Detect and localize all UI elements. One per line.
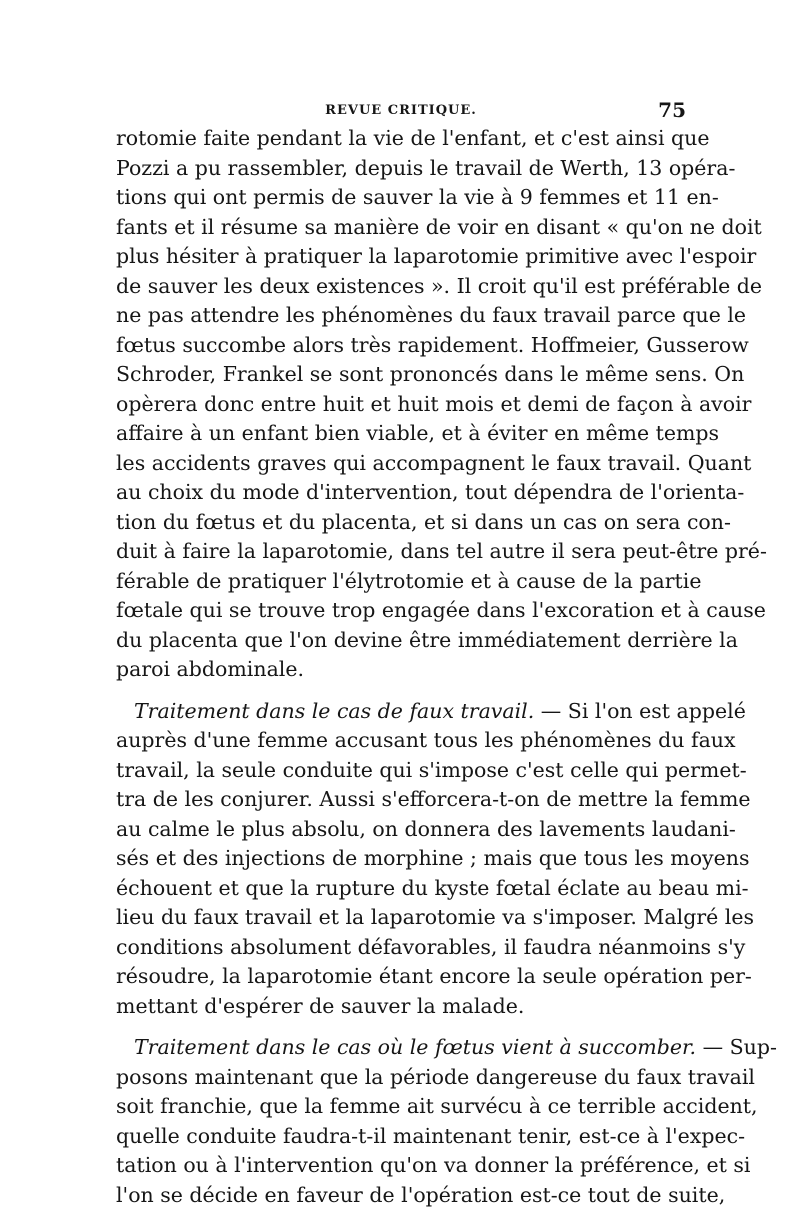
text-line: l'on se décide en faveur de l'opération est-ce tout de suite, (116, 1182, 726, 1207)
text-line: rotomie faite pendant la vie de l'enfant, et c'est ainsi que (116, 126, 710, 150)
text-line: fœtus succombe alors très rapidement. Hoffmeier, Gusserow (116, 332, 749, 357)
text-line: de sauver les deux existences ». Il croit qu'il est préférable de (116, 273, 763, 298)
text-line: tra de les conjurer. Aussi s'efforcera-t-on de mettre la femme (116, 787, 751, 811)
text-line: conditions absolument défavorables, il faudra néanmoins s'y (116, 934, 746, 959)
running-title: REVUE CRITIQUE. (325, 103, 477, 118)
text-line: duit à faire la laparotomie, dans tel autre il sera peut-être pré- (116, 539, 767, 563)
paragraph-first-line (116, 697, 746, 727)
running-head (116, 98, 686, 122)
text-line: soit franchie, que la femme ait survécu à ce terrible accident, (116, 1094, 758, 1118)
text-line: au calme le plus absolu, on donnera des lavements laudani- (116, 816, 736, 841)
text-line: sés et des injections de morphine ; mais que tous les moyens (116, 846, 750, 870)
text-line: fœtale qui se trouve trop engagée dans l'excoration et à cause (116, 598, 766, 622)
text-line: férable de pratiquer l'élytrotomie et à cause de la partie (116, 568, 702, 593)
body-text (116, 124, 777, 1210)
page-number: 75 (658, 98, 686, 122)
text-line: du placenta que l'on devine être immédiatement derrière la (116, 627, 738, 652)
text-line: affaire à un enfant bien viable, et à éviter en même temps (116, 421, 720, 445)
text-line: Schroder, Frankel se sont prononcés dans le même sens. On (116, 362, 745, 386)
text-line: quelle conduite faudra-t-il maintenant tenir, est-ce à l'expec- (116, 1123, 746, 1148)
text-line: paroi abdominale. (116, 657, 304, 681)
paragraph-continuation (116, 124, 767, 685)
text-fragment: — Sup- (702, 1035, 777, 1059)
text-line: ne pas attendre les phénomènes du faux travail parce que le (116, 303, 747, 327)
text-line: travail, la seule conduite qui s'impose c'est celle qui permet- (116, 757, 747, 782)
paragraph-first-line (116, 1033, 777, 1063)
text-line: auprès d'une femme accusant tous les phénomènes du faux (116, 728, 736, 752)
paragraph-spacer (116, 1021, 686, 1033)
text-line: tion du fœtus et du placenta, et si dans un cas on sera con- (116, 509, 731, 534)
text-line: tions qui ont permis de sauver la vie à 9 femmes et 11 en- (116, 185, 719, 209)
text-line: Pozzi a pu rassembler, depuis le travail de Werth, 13 opéra- (116, 155, 736, 180)
text-line: résoudre, la laparotomie étant encore la seule opération per- (116, 964, 752, 988)
text-line: lieu du faux travail et la laparotomie va s'imposer. Malgré les (116, 905, 754, 929)
text-line: au choix du mode d'intervention, tout dépendra de l'orienta- (116, 480, 745, 504)
section-heading: Traitement dans le cas de faux travail. (134, 698, 535, 723)
section-heading: Traitement dans le cas où le fœtus vient à succomber. (134, 1035, 697, 1059)
text-line: mettant d'espérer de sauver la malade. (116, 993, 525, 1018)
text-fragment: — Si l'on est appelé (540, 698, 746, 723)
text-line: échouent et que la rupture du kyste fœtal éclate au beau mi- (116, 875, 749, 900)
text-line: posons maintenant que la période dangereuse du faux travail (116, 1064, 755, 1089)
paragraph-foetus-succombe (116, 1033, 777, 1210)
text-line: tation ou à l'intervention qu'on va donner la préférence, et si (116, 1153, 751, 1177)
text-line: plus hésiter à pratiquer la laparotomie primitive avec l'espoir (116, 244, 757, 268)
text-line: fants et il résume sa manière de voir en disant « qu'on ne doit (116, 214, 762, 239)
text-line: les accidents graves qui accompagnent le faux travail. Quant (116, 450, 752, 475)
paragraph-faux-travail (116, 697, 754, 1022)
text-line: opèrera donc entre huit et huit mois et demi de façon à avoir (116, 391, 752, 416)
paragraph-spacer (116, 685, 686, 697)
